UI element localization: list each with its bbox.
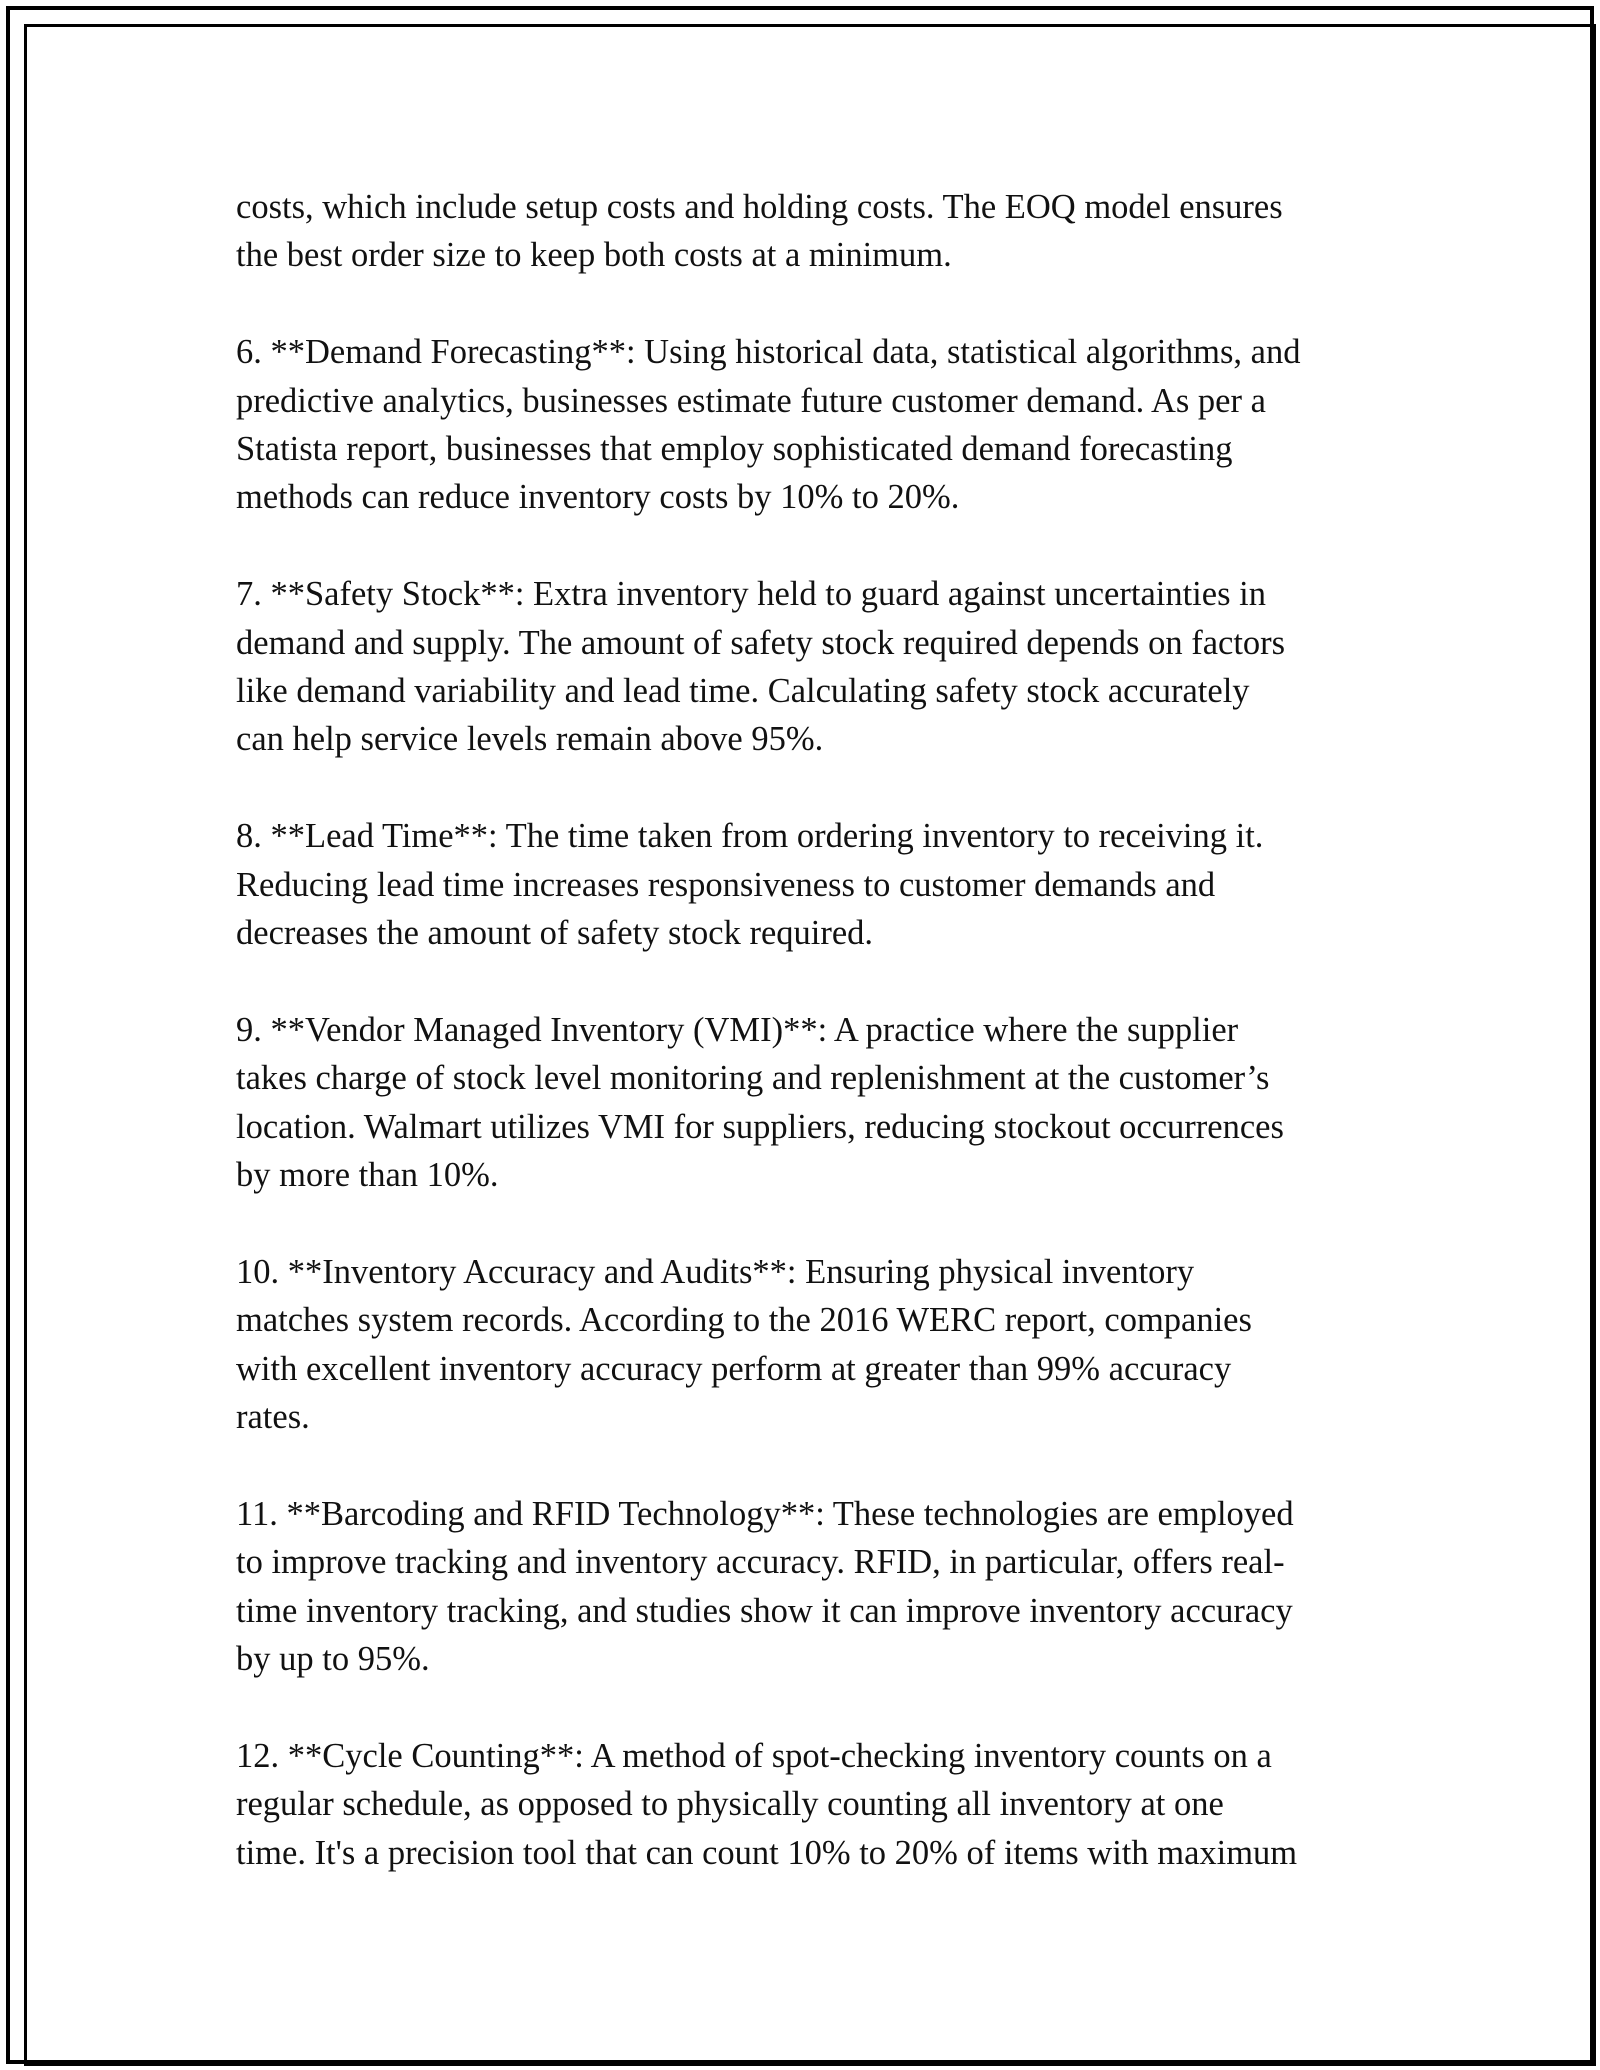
paragraph-lead-time: 8. **Lead Time**: The time taken from ordering inventory to receiving it. Reducing lead time increases responsiveness to customer demands and decreases the amount of safety stock required. [236, 817, 1264, 953]
paragraph-eoq-continuation: costs, which include setup costs and holding costs. The EOQ model ensures the best order size to keep both costs at a minimum. [236, 188, 1283, 275]
paragraph-barcoding-rfid: 11. **Barcoding and RFID Technology**: These technologies are employed to improve tracking and inventory accuracy. RFID, in particular, offers real- time inventory tracking, and studies show it can improve inventory accuracy by up to 95%. [236, 1494, 1294, 1679]
paragraph-safety-stock: 7. **Safety Stock**: Extra inventory held to guard against uncertainties in demand and supply. The amount of safety stock required depends on factors like demand variability and lead time. Calculating safety stock accurately can help service levels remain above 95%. [236, 575, 1286, 759]
paragraph-inventory-accuracy: 10. **Inventory Accuracy and Audits**: Ensuring physical inventory matches system records. According to the 2016 WERC report, companies with excellent inventory accuracy perform at greater than 99% accuracy rates. [236, 1252, 1252, 1437]
paragraph-vendor-managed-inventory: 9. **Vendor Managed Inventory (VMI)**: A practice where the supplier takes charge of stock level monitoring and replenishment at the customer’s location. Walmart utilizes VMI for suppliers, reducing stockout occurrences by more than 10%. [236, 1010, 1284, 1195]
paragraph-cycle-counting: 12. **Cycle Counting**: A method of spot-checking inventory counts on a regular schedule, as opposed to physically counting all inventory at one time. It's a precision tool that can count 10% to 20% of items with maximum [236, 1736, 1298, 1872]
document-body [236, 183, 1386, 1926]
paragraph-demand-forecasting: 6. **Demand Forecasting**: Using historical data, statistical algorithms, and predictive analytics, businesses estimate future customer demand. As per a Statista report, businesses that employ sophisticated demand forecasting methods can reduce inventory costs by 10% to 20%. [236, 333, 1301, 517]
